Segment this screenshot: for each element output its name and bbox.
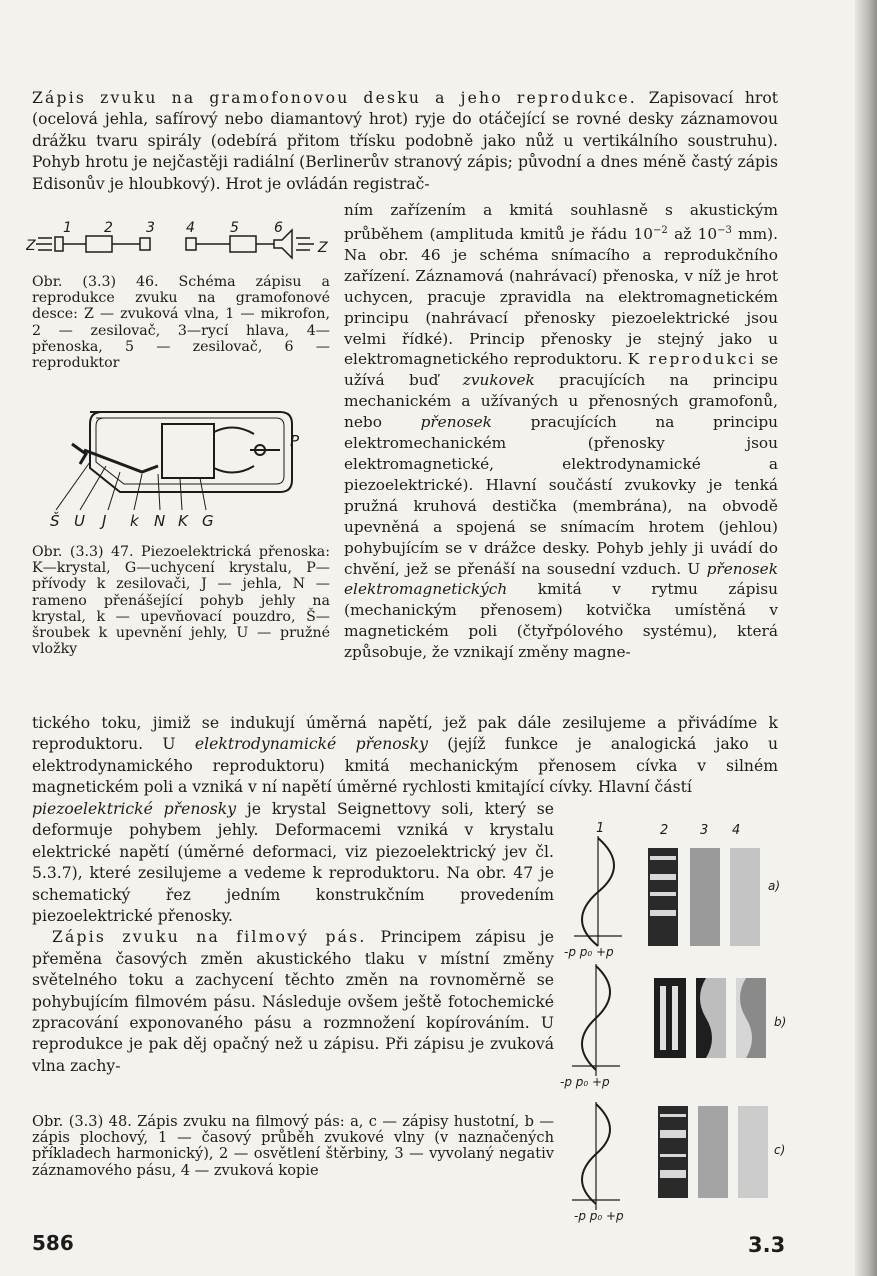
fig48-axis-b: -p p₀ +p [560, 1075, 610, 1089]
needle [72, 444, 86, 464]
right-col-part1: ním zařízením a kmitá souhlasně s akustickým průběhem (amplituda kmitů je řádu 10 [344, 201, 778, 243]
sound-wave-left-lines [36, 238, 52, 250]
fig46-label-z-right: Z [318, 240, 328, 256]
fig47-label-p: P [290, 432, 300, 450]
fig46-caption-text: Schéma zápisu a reprodukce zvuku na gramofonové desce: Z — zvuková vlna, 1 — mikrofon, 2 — zesilovač, 3—rycí hlava, 4— přenoska, 5 — zesilovač, 6 — reproduktor [32, 274, 330, 372]
fig48-axis-a: -p p₀ +p [564, 945, 614, 959]
page-number: 586 [32, 1231, 74, 1255]
right-col-part2a: se užívá buď [344, 350, 778, 390]
fig47-label-k-small: k [130, 512, 139, 530]
fig47-label-g: G [202, 512, 214, 530]
needle-arm [84, 450, 158, 472]
sound-wave-right-lines [296, 238, 314, 250]
fig48-row-label-c: c) [774, 1143, 786, 1157]
right-col-part1c: mm). Na obr. 46 je schéma snímacího a reprodukčního zařízení. Záznamová (nahrávací) přenoska, v níž je hrot uchycen, pracuje zpravidla na elektromagnetickém principu (nahrávací přenosky piezoelektrické jsou velmi řídké). Princip přenosky je stejný jako u elektromagnetického reproduktoru. [344, 225, 779, 369]
right-column-text [344, 200, 778, 663]
lead-wires [214, 427, 254, 472]
fig46-label-6: 6 [274, 220, 283, 236]
amplifier-2-box [230, 236, 256, 252]
fig48-axis-c: -p p₀ +p [574, 1209, 624, 1223]
section-heading-gramophone: Zápis zvuku na gramofonovou desku a jeho reprodukce. [32, 89, 637, 107]
fig48-row-b [560, 964, 786, 1089]
cutting-head-box [140, 238, 150, 250]
fig46-label-z-left: Z [26, 238, 36, 254]
fig47-label-u: U [74, 512, 85, 530]
fig47-label-n: N [154, 512, 166, 530]
exponent-2: −3 [717, 224, 732, 236]
fig48-row-a [564, 836, 780, 959]
slit-illumination-c [658, 1106, 688, 1198]
slit-illumination-a [648, 848, 678, 946]
middle-text-1: tického toku, jimiž se indukují úměrná napětí, jež pak dále zesilujeme a přivádíme k reproduktoru. U [32, 714, 778, 754]
exponent-1: −2 [653, 224, 668, 236]
right-col-part2d: kmitá v rytmu zápisu (mechanickým přenosem) kotvička umístěná v magnetickém poli (čtyřpólového systému), která způsobuje, že vznikají změny magne- [344, 580, 778, 662]
amplifier-1-box [86, 236, 112, 252]
fig46-label-2: 2 [104, 220, 113, 236]
term-elektromagneticke: přenosek elektromagnetických [344, 559, 778, 599]
middle-text-2: (jejíž funkce je analogická jako u elektrodynamického reproduktoru) kmitá mechanickým přenosem cívka v silném magnetickém poli a vzniká v ní napětí úměrné rychlosti kmitající cívky. Hlavní částí [32, 735, 778, 797]
figure-48-film-recording [560, 818, 800, 1226]
fig47-label-j: J [102, 512, 107, 530]
print-a [730, 848, 760, 946]
fig48-col-label-3: 3 [700, 823, 709, 838]
fig48-col-label-4: 4 [732, 823, 741, 838]
fig46-caption-number: Obr. (3.3) 46. [32, 274, 159, 290]
book-spine-shadow [855, 0, 877, 1276]
print-c [738, 1106, 768, 1198]
section-heading-film: Zápis zvuku na filmový pás. [52, 928, 367, 947]
figure-48-caption: Obr. (3.3) 48. Zápis zvuku na filmový pás: a, c — zápisy hustotní, b — zápis plochový, 1 — časový průběh zvukové vlny (v naznačených příkladech harmonický), 2 — osvětlení štěrbiny, 3 — vyvolaný negativ záznamového pásu, 4 — zvuková kopie [32, 1113, 554, 1179]
left-col-text-2: Principem zápisu je přeměna časových změn akustického tlaku v místní změny světelného toku a zachycení těchto změn na rovnoměrně se pohybujícím filmovém pásu. Následuje ovšem ještě fotochemické zpracování exponovaného pásu a rozmnožení kopírováním. U reprodukce je pak děj opačný než u zápisu. Při zápisu je zvuková vlna zachy- [32, 928, 554, 1075]
figure-47-pickup-section [50, 392, 310, 530]
middle-paragraph [32, 713, 778, 799]
section-number: 3.3 [748, 1233, 786, 1257]
left-col-text-1: je krystal Seignettovy soli, který se deformuje pohybem jehly. Deformacemi vzniká v krystalu elektrické napětí (úměrné deformaci, viz piezoelektrický jev čl. 5.3.7), které zesilujeme a vedeme k reproduktoru. Na obr. 47 je schematický řez jedním konstrukčním provedením piezoelektrické přenosky. [32, 800, 554, 926]
negative-a [690, 848, 720, 946]
term-zvukovka: zvukovek [462, 371, 535, 390]
pickup-box [186, 238, 196, 250]
figure-46-caption [32, 274, 330, 371]
intro-text: Zapisovací hrot (ocelová jehla, safírový nebo diamantový hrot) ryje do otáčející se rovné desky záznamovou drážku tvaru spirály (odebírá přitom třísku podobně jako nůž u vertikálního soustruhu). Pohyb hrotu je nejčastěji radiální (Berlinerův stranový zápis; původní a dnes méně častý zápis Edisonův je hloubkový). Hrot je ovládán registrač- [32, 89, 778, 193]
fig48-col-label-2: 2 [660, 823, 669, 838]
figure-46-schematic [26, 216, 342, 264]
slit-illumination-b [654, 978, 686, 1058]
intro-paragraph [32, 88, 778, 195]
right-col-part1b: až 10 [667, 225, 718, 243]
fig48-row-label-a: a) [768, 879, 781, 893]
heading-reproduction: K reprodukci [627, 350, 756, 369]
left-column-text [32, 799, 554, 1077]
right-col-part2b: pracujících na principu mechanickém a užívaných u přenosných gramofonů, nebo [344, 371, 778, 432]
fig48-row-label-b: b) [774, 1015, 787, 1029]
crystal-block [162, 424, 214, 478]
fig46-label-3: 3 [146, 220, 155, 236]
figure-47-caption: Obr. (3.3) 47. Piezoelektrická přenoska: K—krystal, G—uchycení krystalu, P—přívody k zesilovači, J — jehla, N — rameno přenášející pohyb jehly na krystal, k — upevňovací pouzdro, Š—šroubek k upevnění jehly, U — pružné vložky [32, 544, 330, 658]
fig46-label-5: 5 [230, 220, 239, 236]
fig46-label-4: 4 [186, 220, 195, 236]
fig47-label-s: Š [50, 512, 60, 530]
negative-c [698, 1106, 728, 1198]
fig48-row-c [572, 1102, 785, 1223]
fig46-label-1: 1 [63, 220, 72, 236]
right-col-part2c: pracujících na principu elektromechanickém (přenosky jsou elektromagnetické, elektrodynamické a piezoelektrické). Hlavní součástí zvukovky je tenká pružná kruhová destička (membrána), na obvodě upevněná a spojená se snímacím hrotem (jehlou) pohybujícím se v drážce desky. Pohyb jehly ji uvádí do chvění, jež se přenáší na sousední vzduch. U [344, 413, 778, 578]
term-elektrodynamicke: elektrodynamické přenosky [194, 735, 428, 754]
microphone-box [55, 237, 63, 251]
term-piezoelektricke: piezoelektrické přenosky [32, 800, 237, 818]
fig47-label-k: K [178, 512, 188, 530]
term-prenoska: přenosek [420, 413, 492, 432]
fig48-col-label-1: 1 [596, 821, 605, 836]
